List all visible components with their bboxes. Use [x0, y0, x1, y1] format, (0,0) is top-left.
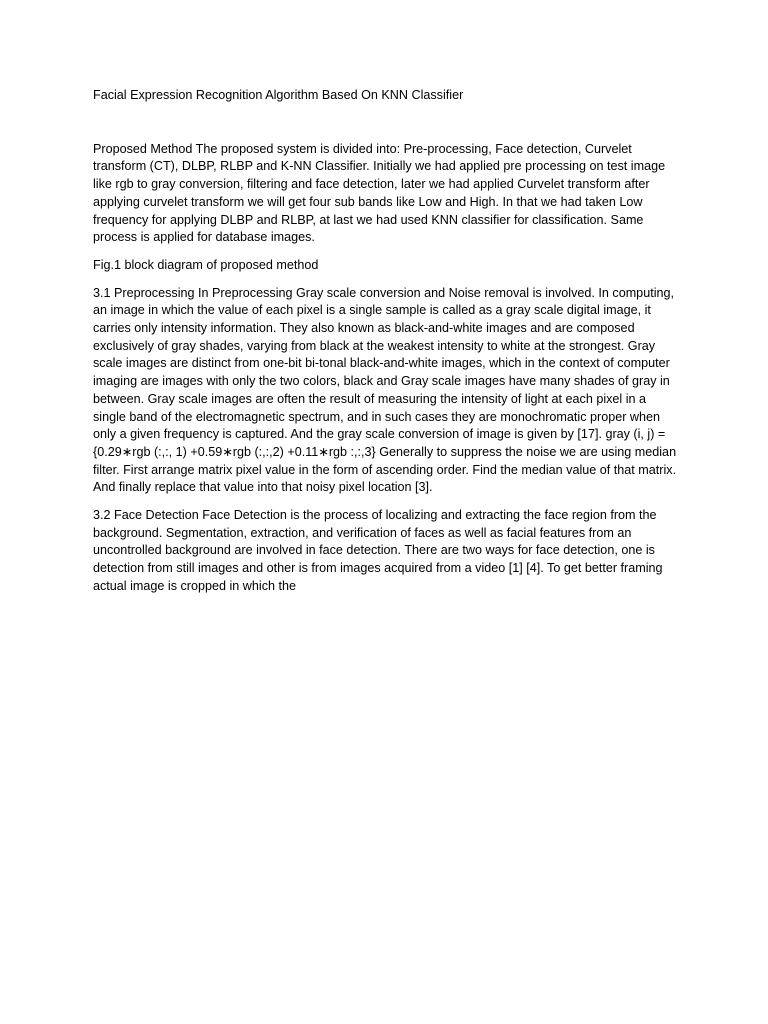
figure-caption: Fig.1 block diagram of proposed method	[93, 257, 319, 272]
paragraph-face-detection: 3.2 Face Detection Face Detection is the process of localizing and extracting the face region from the background. Segmentation, extraction, and verification of faces as well as facial features from an uncontrolled background are involved in face detection. There are two ways for face detection, one is detection from still images and other is from images acquired from a video [1] [4]. To get better framing actual image is cropped in which the	[93, 508, 663, 593]
paragraph-proposed-method: Proposed Method The proposed system is divided into: Pre-processing, Face detection, Curvelet transform (CT), DLBP, RLBP and K-NN Classifier. Initially we had applied pre processing on test image like rgb to gray conversion, filtering and face detection, later we had applied Curvelet transform after applying curvelet transform we will get four sub bands like Low and High. In that we had taken Low frequency for applying DLBP and RLBP, at last we had used KNN classifier for classification. Same process is applied for database images.	[93, 141, 666, 245]
paragraph-preprocessing: 3.1 Preprocessing In Preprocessing Gray scale conversion and Noise removal is involved. In computing, an image in which the value of each pixel is a single sample is called as a gray scale digital image, it carries only intensity information. They also known as black-and-white images and are composed exclusively of gray shades, varying from black at the weakest intensity to white at the strongest. Gray scale images are distinct from one-bit bi-tonal black-and-white images, which in the context of computer imaging are images with only the two colors, black and Gray scale images have many shades of gray in between. Gray scale images are often the result of measuring the intensity of light at each pixel in a single band of the electromagnetic spectrum, and in such cases they are monochromatic proper when only a given frequency is captured. And the gray scale conversion of image is given by [17]. gray (i, j) = {0.29∗rgb (:,:, 1) +0.59∗rgb (:,:,2) +0.11∗rgb :,:,3} Generally to suppress the noise we are using median filter. First arrange matrix pixel value in the form of ascending order. Find the median value of that matrix. And finally replace that value into that noisy pixel location [3].	[93, 285, 677, 495]
document-title: Facial Expression Recognition Algorithm Based On KNN Classifier	[93, 88, 464, 102]
document-body	[93, 87, 679, 606]
